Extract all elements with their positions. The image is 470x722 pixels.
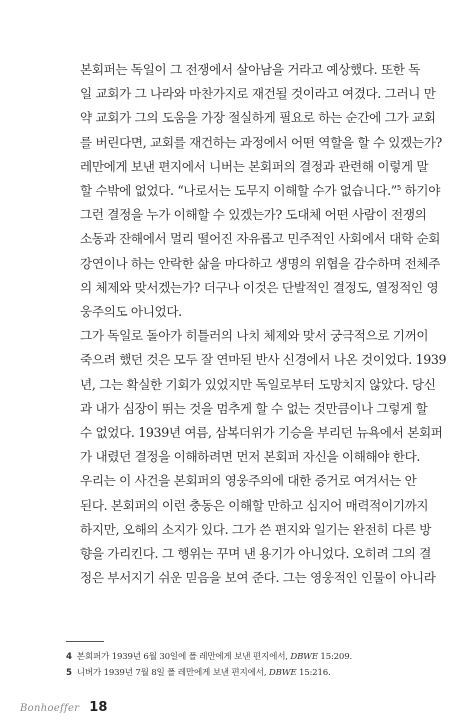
footnote-divider [66,641,104,642]
text-line: 하지만, 오해의 소지가 있다. 그가 쓴 편지와 일기는 완전히 다른 방 [80,521,432,537]
paragraph-1 [66,58,442,155]
text-line: 를 버린다면, 교회를 재건하는 과정에서 어떤 역할을 할 수 있겠는가? [80,134,442,150]
text-line: 웅주의도 아니었다. [80,304,182,320]
paragraph-2 [66,155,441,324]
footnote-pages: 15:209. [317,652,352,662]
page-footer [20,700,107,716]
footnote-source: DBWE [290,652,318,662]
text-line: 수 없었다. 1939년 여름, 삼복더위가 기승을 부리던 뉴욕에서 본회퍼 [80,425,443,441]
text-line: 정은 부서지기 쉬운 믿음을 보여 준다. 그는 영웅적인 인물이 아니라 [80,570,436,586]
running-head: Bonhoeffer [20,703,80,714]
footnote-text: 니버가 1939년 7월 8일 폴 레만에게 보낸 편지에서, [76,667,269,678]
text-line: 일 교회가 그 나라와 마찬가지로 재건될 것이라고 여겼다. 그러니 만 [80,86,436,102]
page-number: 18 [89,700,108,715]
body-text [66,58,447,590]
text-line: 본회퍼는 독일이 그 전쟁에서 살아남을 거라고 예상했다. 또한 독 [80,62,421,77]
footnote-number: 4 [66,652,72,662]
text-line: 소동과 잔해에서 멀리 떨어진 자유롭고 민주적인 사회에서 대학 순회 [80,231,441,247]
footnote-ref-5[interactable]: 5 [396,183,401,192]
footnote-source: DBWE [268,667,297,678]
text-line: 우리는 이 사건을 본회퍼의 영웅주의에 대한 증거로 여겨서는 안 [80,473,417,489]
text-line: 과 내가 심장이 뛰는 것을 멈추게 할 수 없는 것만큼이나 그렇게 할 [80,400,428,416]
text-line-with-footnote [66,179,441,203]
text-line: 그런 결정을 누가 이해할 수 있겠는가? 도대체 어떤 사람이 전쟁의 [80,207,427,223]
quote-text: 할 수밖에 없었다. “나로서는 도무지 이해할 수가 없습니다.” [80,183,397,199]
footnote-number: 5 [66,667,72,678]
footnote-5 [66,666,406,682]
text-line: 죽으려 했던 것은 모두 잘 연마된 반사 신경에서 나온 것이었다. 1939 [80,352,447,368]
text-line: 가 내렸던 결정을 이해하려면 먼저 본회퍼 자신을 이해해야 한다. [80,449,421,465]
text-line: 의 체제와 맞서겠는가? 더구나 이것은 단발적인 결정도, 열정적인 영 [80,279,439,295]
text-line: 약 교회가 그의 도움을 가장 절실하게 필요로 하는 순간에 그가 교회 [80,110,436,126]
footnote-pages: 15:216. [296,667,331,678]
text-line: 된다. 본회퍼의 이런 충동은 이해할 만하고 심지어 매력적이기까지 [80,497,429,513]
paragraph-4 [66,469,436,590]
footnote-text: 본회퍼가 1939년 6월 30일에 폴 레만에게 보낸 편지에서, [76,652,291,662]
continuation-text: 하기야 [400,183,441,199]
text-line: 강연이나 하는 안락한 삶을 마다하고 생명의 위협을 감수하며 전체주 [80,255,441,271]
footnotes [66,650,406,681]
paragraph-3 [66,324,447,469]
footnote-4 [66,650,406,666]
text-line: 향을 가리킨다. 그 행위는 꾸며 낸 용기가 아니었다. 오히려 그의 결 [80,546,432,562]
text-line: 년, 그는 확실한 기회가 있었지만 독일로부터 도망치지 않았다. 당신 [80,376,436,392]
text-line: 레만에게 보낸 편지에서 니버는 본회퍼의 결정과 관련해 이렇게 말 [80,158,429,174]
text-line: 그가 독일로 돌아가 히틀러의 나치 체제와 맞서 궁극적으로 기꺼이 [80,328,429,344]
